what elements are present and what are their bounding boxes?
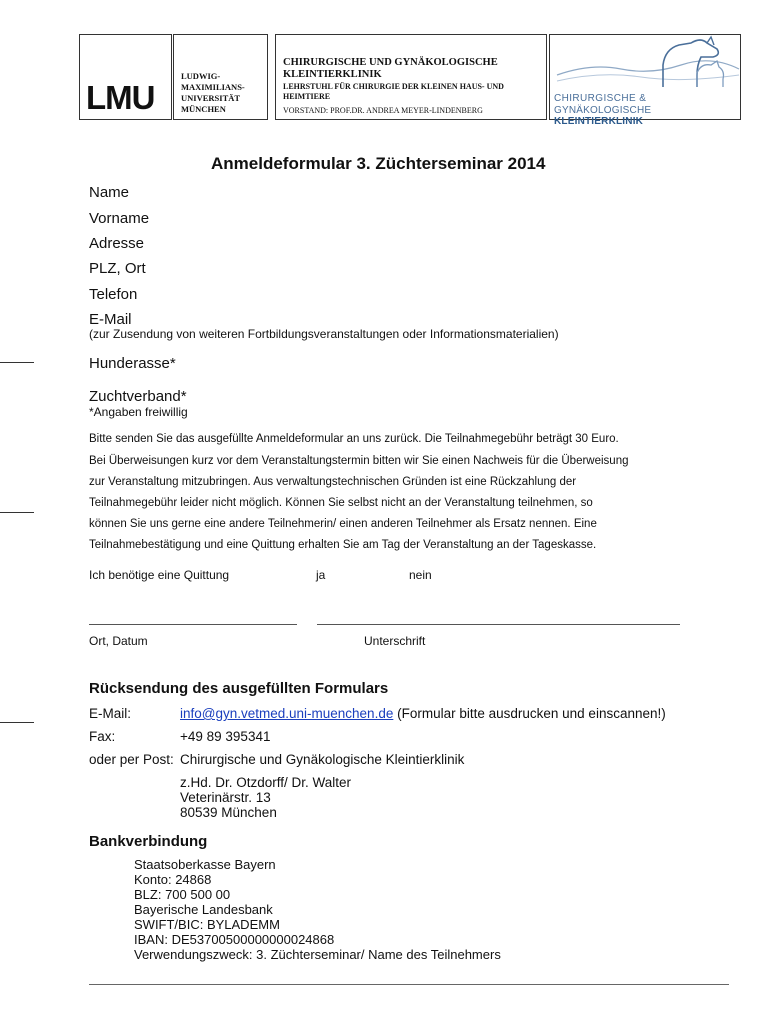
telefon-field-label[interactable]: Telefon	[89, 286, 138, 303]
place-date-line[interactable]	[89, 624, 297, 625]
form-title: Anmeldeformular 3. Züchterseminar 2014	[211, 154, 546, 173]
bank-line: SWIFT/BIC: BYLADEMM	[134, 917, 280, 932]
bank-details	[134, 857, 501, 962]
address-line: z.Hd. Dr. Otzdorff/ Dr. Walter	[180, 775, 352, 790]
email-field-label[interactable]: E-Mail	[89, 311, 132, 328]
paragraph-line: Teilnahmegebühr leider nicht möglich. Können Sie selbst nicht an der Veranstaltung teilnehmen, so	[89, 497, 593, 509]
optional-note: *Angaben freiwillig	[89, 405, 188, 419]
fold-mark	[0, 512, 34, 513]
zuchtverband-field-label[interactable]: Zuchtverband*	[89, 388, 187, 405]
university-name: LUDWIG-MAXIMILIANS-UNIVERSITÄT MÜNCHEN	[181, 71, 245, 114]
fax-label: Fax:	[89, 729, 116, 744]
email-link[interactable]: info@gyn.vetmed.uni-muenchen.de	[180, 706, 394, 721]
clinic-logo-line2: GYNÄKOLOGISCHE KLEINTIERKLINIK	[554, 105, 652, 127]
paragraph-line: Bei Überweisungen kurz vor dem Veranstaltungstermin bitten wir Sie einen Nachweis für die Überweisung	[89, 455, 629, 467]
receipt-no-option[interactable]: nein	[409, 568, 432, 582]
university-box	[173, 34, 268, 120]
hunderasse-field-label[interactable]: Hunderasse*	[89, 355, 176, 372]
bank-line: IBAN: DE53700500000000024868	[134, 932, 335, 947]
post-label: oder per Post:	[89, 752, 174, 767]
vorname-field-label[interactable]: Vorname	[89, 210, 150, 227]
bank-line: Verwendungszweck: 3. Züchterseminar/ Name des Teilnehmers	[134, 947, 501, 962]
dog-cat-logo-icon	[551, 35, 741, 95]
signature-label: Unterschrift	[364, 634, 426, 648]
place-date-label: Ort, Datum	[89, 634, 148, 648]
clinic-name: CHIRURGISCHE UND GYNÄKOLOGISCHE KLEINTIERKLINIK	[283, 57, 498, 80]
paragraph-line: Teilnahmebestätigung und eine Quittung erhalten Sie am Tag der Veranstaltung an der Tageskasse.	[89, 539, 597, 551]
paragraph-line: Bitte senden Sie das ausgefüllte Anmeldeformular an uns zurück. Die Teilnahmegebühr beträgt 30 Euro.	[89, 433, 619, 445]
chair-name: LEHRSTUHL FÜR CHIRURGIE DER KLEINEN HAUS- UND HEIMTIERE	[283, 82, 504, 101]
address-line: 80539 München	[180, 805, 277, 820]
bank-heading: Bankverbindung	[89, 833, 208, 850]
bank-line: BLZ: 700 500 00	[134, 887, 231, 902]
fold-mark	[0, 722, 34, 723]
bottom-rule	[89, 984, 729, 985]
paragraph-line: können Sie uns gerne eine andere Teilnehmerin/ einen anderen Teilnehmer als Ersatz nennen. Eine	[89, 518, 597, 530]
lmu-logo-box	[79, 34, 172, 120]
return-heading: Rücksendung des ausgefüllten Formulars	[89, 680, 389, 697]
receipt-yes-option[interactable]: ja	[316, 568, 326, 582]
clinic-box	[275, 34, 547, 120]
adresse-field-label[interactable]: Adresse	[89, 235, 145, 252]
fax-value: +49 89 395341	[180, 729, 271, 744]
email-note: (zur Zusendung von weiteren Fortbildungsveranstaltungen oder Informationsmaterialien)	[89, 327, 559, 341]
paragraph-line: zur Veranstaltung mitzubringen. Aus verwaltungstechnischen Gründen ist eine Rückzahlung der	[89, 476, 577, 488]
email-label: E-Mail:	[89, 706, 132, 721]
fold-mark	[0, 362, 34, 363]
plz-ort-field-label[interactable]: PLZ, Ort	[89, 260, 146, 277]
receipt-question: Ich benötige eine Quittung	[89, 568, 230, 582]
board-name: VORSTAND: PROF.DR. ANDREA MEYER-LINDENBERG	[283, 106, 483, 115]
name-field-label[interactable]: Name	[89, 184, 130, 201]
signature-line[interactable]	[317, 624, 680, 625]
lmu-logo: LMU	[86, 79, 155, 116]
bank-line: Staatsoberkasse Bayern	[134, 857, 276, 872]
email-line	[180, 706, 666, 721]
post-value: Chirurgische und Gynäkologische Kleintierklinik	[180, 752, 465, 767]
postal-address	[180, 775, 351, 820]
clinic-logo-box	[549, 34, 741, 127]
email-instruction: (Formular bitte ausdrucken und einscannen!)	[393, 706, 666, 721]
bank-line: Konto: 24868	[134, 872, 212, 887]
bank-line: Bayerische Landesbank	[134, 902, 273, 917]
address-line: Veterinärstr. 13	[180, 790, 271, 805]
clinic-logo-line1: CHIRURGISCHE &	[554, 93, 647, 104]
